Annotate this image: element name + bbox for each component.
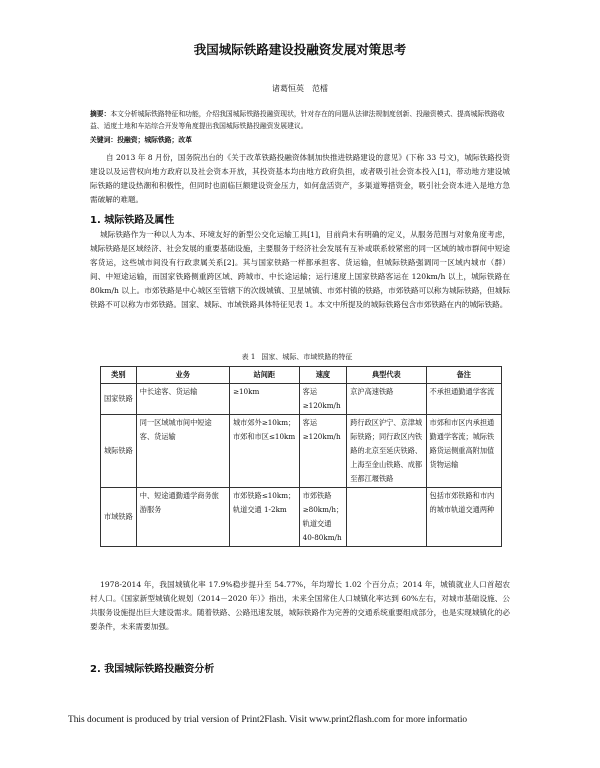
cell-type: 市域铁路	[101, 488, 137, 547]
abstract	[90, 108, 510, 132]
abstract-text: 本文分析城际铁路特征和功能，介绍我国城际铁路投融资现状，针对存在的问题从法律法规制度创新、投融资模式、提高城际铁路收益、适度土地和车站综合开发等角度提出我国城际铁路投融资发展建议。	[90, 110, 505, 130]
header-note: 备注	[426, 367, 501, 384]
cell-business: 中长途客、货运输	[136, 384, 229, 415]
cell-type: 国家铁路	[101, 384, 137, 415]
section-2-heading: 2. 我国城际铁路投融资分析	[90, 664, 215, 675]
table-row	[101, 415, 502, 488]
cell-note: 不承担通勤通学客流	[426, 384, 501, 415]
header-type: 类别	[101, 367, 137, 384]
keywords-text: 投融资；城际铁路；改革	[117, 136, 192, 144]
cell-business: 中、短途通勤通学商务旅游服务	[136, 488, 229, 547]
trial-watermark-footer: This document is produced by trial version of Print2Flash. Visit www.print2flash.com for more informatio	[68, 715, 468, 725]
abstract-label: 摘要：	[90, 110, 111, 118]
header-speed: 速度	[299, 367, 347, 384]
cell-example: 跨行政区沪宁、京津城际铁路；同行政区内铁路的北京至延庆铁路、上海至金山铁路、成都至都江堰铁路	[347, 415, 426, 488]
cell-spacing: 市郊铁路≤10km；轨道交通 1-2km	[229, 488, 299, 547]
intro-paragraph: 自 2013 年 8 月份，国务院出台的《关于改革铁路投融资体制加快推进铁路建设的意见》(下称 33 号文)，城际铁路投资建设以及运营权向地方政府以及社会资本开放，其投资基本均由地方政府负担，或者吸引社会资本投入[1]，带动地方建设城际铁路的建设热潮和积极性，但同时也面临巨额建设资金压力，如何盘活资产，多渠道筹措资金，吸引社会资本进入是地方急需破解的难题。	[90, 153, 510, 204]
cell-spacing: 城市郊外≥10km；市郊和市区≤10km	[229, 415, 299, 488]
railway-characteristics-table	[100, 366, 502, 547]
table-row	[101, 384, 502, 415]
authors: 诸葛恒英 范檑	[272, 84, 328, 93]
table-caption-text: 国家、城际、市域铁路的特征	[261, 353, 353, 361]
cell-example	[347, 488, 426, 547]
cell-example: 京沪高速铁路	[347, 384, 426, 415]
table-caption-number: 表 1	[241, 353, 256, 361]
header-business: 业务	[136, 367, 229, 384]
keywords-label: 关键词：	[90, 136, 118, 144]
cell-business: 同一区域城市间中短途客、货运输	[136, 415, 229, 488]
section-1-paragraph: 城际铁路作为一种以人为本、环境友好的新型公交化运输工具[1]，目前尚未有明确的定义，从服务范围与对象角度考虑，城际铁路是区域经济、社会发展的重要基础设施，主要服务于经济社会发展有互补或联系较紧密的同一区域的城市群间中短途客货运，这些城市间没有行政隶属关系[2]。其与国家铁路一样都承担客、货运输，但城际铁路强调同一区域内城市（群）间、中短途运输，而国家铁路侧重跨区域、跨城市、中长途运输；运行速度上国家铁路客运在 120km/h 以上，城际铁路在 80km/h 以上。市郊铁路是中心城区至管辖下的次级城镇、卫星城镇、市郊村镇的铁路，市郊铁路可以称为城际铁路，但城际铁路不可以称为市郊铁路。国家、城际、市域铁路具体特征见表 1。本文中所提及的城际铁路包含市郊铁路在内的城际铁路。	[90, 230, 510, 309]
cell-note: 市郊和市区内承担通勤通学客流；城际铁路货运侧重高附加值货物运输	[426, 415, 501, 488]
cell-spacing: ≥10km	[229, 384, 299, 415]
after-table-paragraph: 1978-2014 年，我国城镇化率 17.9%稳步提升至 54.77%，年均增长 1.02 个百分点；2014 年，城镇就业人口首超农村人口。《国家新型城镇化规划（2014－2020 年）》指出，未来全国常住人口城镇化率达到 60%左右，对城市基础设施、公共服务设施提出巨大建设需求。随着铁路、公路迅速发展，城际铁路作为完善的交通系统重要组成部分，也是实现城镇化的必要条件，未来需要加强。	[90, 580, 510, 631]
header-example: 典型代表	[347, 367, 426, 384]
cell-note: 包括市郊铁路和市内的城市轨道交通两种	[426, 488, 501, 547]
paper-title: 我国城际铁路建设投融资发展对策思考	[193, 42, 407, 57]
cell-speed: 客运≥120km/h	[299, 415, 347, 488]
section-1-heading: 1. 城际铁路及属性	[90, 215, 175, 226]
cell-speed: 客运≥120km/h	[299, 384, 347, 415]
table-header-row	[101, 367, 502, 384]
keywords	[90, 134, 510, 146]
cell-type: 城际铁路	[101, 415, 137, 488]
header-spacing: 站间距	[229, 367, 299, 384]
cell-speed: 市郊铁路≥80km/h；轨道交通 40-80km/h	[299, 488, 347, 547]
table-caption	[0, 352, 600, 362]
table-row	[101, 488, 502, 547]
